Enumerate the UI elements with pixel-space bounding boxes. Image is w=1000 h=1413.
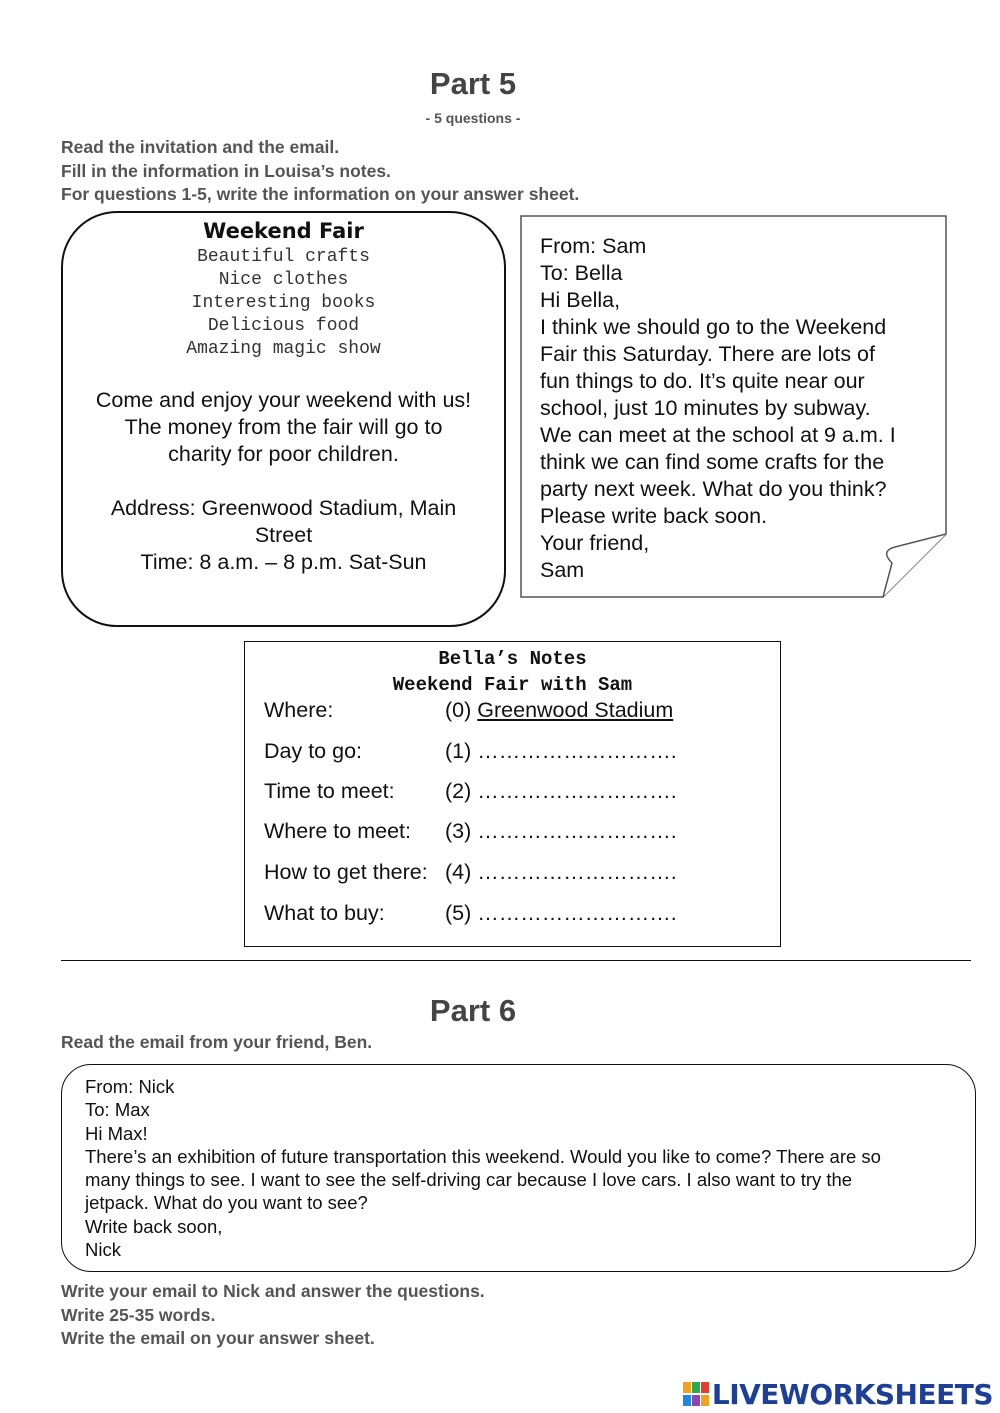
invitation-item: Beautiful crafts: [197, 247, 370, 267]
liveworksheets-logo[interactable]: [682, 1378, 993, 1410]
email-line: many things to see. I want to see the self-driving car because I love cars. I also want to try the: [85, 1169, 853, 1191]
note-answer-blank[interactable]: ……………………….: [477, 860, 677, 884]
email-line: think we can find some crafts for the: [540, 450, 885, 474]
note-label: Where:: [264, 698, 334, 722]
notes-title: Bella’s Notes: [438, 648, 587, 670]
logo-text: LIVEWORKSHEETS: [711, 1377, 993, 1411]
section-divider: [61, 960, 971, 961]
note-number: (3): [445, 819, 472, 843]
note-row-time: [264, 779, 677, 804]
instruction-line: For questions 1-5, write the information on your answer sheet.: [61, 184, 580, 204]
note-row-where: [264, 698, 673, 723]
invitation-title: Weekend Fair: [203, 219, 364, 243]
note-row-transport: [264, 860, 677, 885]
invitation-card: [61, 211, 506, 627]
bella-notes: [244, 641, 781, 947]
invitation-time: Time: 8 a.m. – 8 p.m. Sat-Sun: [140, 550, 427, 574]
note-row-buy: [264, 901, 677, 926]
invitation-item: Nice clothes: [218, 270, 349, 290]
invitation-body-line: Come and enjoy your weekend with us!: [95, 388, 472, 412]
email-line: Hi Max!: [85, 1122, 148, 1144]
note-label: Day to go:: [264, 739, 362, 763]
email-line: party next week. What do you think?: [540, 477, 887, 501]
note-row-meet-place: [264, 819, 677, 844]
notes-heading: [245, 647, 780, 698]
part5-instructions: [61, 136, 579, 207]
email-line: To: Max: [85, 1099, 150, 1121]
email-line: From: Sam: [540, 234, 647, 258]
email-line: Write back soon,: [85, 1215, 223, 1237]
invitation-item: Delicious food: [207, 316, 360, 336]
note-number: (4): [445, 860, 472, 884]
nick-email-box: [61, 1064, 976, 1272]
instruction-line: Fill in the information in Louisa’s notes.: [61, 160, 391, 181]
note-number: (1): [445, 739, 472, 763]
email-line: jetpack. What do you want to see?: [85, 1192, 368, 1214]
note-number: (5): [445, 901, 472, 925]
invitation-address-line: Street: [254, 523, 313, 547]
note-answer-blank[interactable]: ……………………….: [477, 739, 677, 763]
sam-email-text: [540, 233, 940, 584]
note-label: Time to meet:: [264, 779, 395, 803]
note-row-day: [264, 739, 677, 764]
instruction-line: Write 25-35 words.: [61, 1304, 216, 1325]
email-line: We can meet at the school at 9 a.m. I: [540, 423, 896, 447]
note-answer-blank[interactable]: ……………………….: [477, 779, 677, 803]
invitation-address-line: Address: Greenwood Stadium, Main: [110, 496, 457, 520]
note-answer-blank[interactable]: ……………………….: [477, 901, 677, 925]
part6-instructions: [61, 1280, 485, 1351]
email-line: Hi Bella,: [540, 288, 621, 312]
note-answer-blank[interactable]: ……………………….: [477, 819, 677, 843]
logo-blocks-icon: [682, 1380, 712, 1408]
email-line: There’s an exhibition of future transportation this weekend. Would you like to come? There are so: [85, 1145, 881, 1167]
email-line: To: Bella: [540, 261, 623, 285]
email-line: From: Nick: [85, 1076, 175, 1097]
invitation-item: Amazing magic show: [186, 339, 381, 359]
instruction-line: Write your email to Nick and answer the questions.: [61, 1281, 485, 1301]
note-answer-example: Greenwood Stadium: [477, 698, 674, 722]
part6-intro: Read the email from your friend, Ben.: [61, 1032, 373, 1052]
invitation-body: [63, 387, 504, 576]
email-line: Fair this Saturday. There are lots of: [540, 342, 875, 366]
instruction-line: Write the email on your answer sheet.: [61, 1328, 375, 1348]
sam-email-note: [520, 215, 947, 599]
notes-subtitle: Weekend Fair with Sam: [392, 673, 633, 696]
note-number: (0): [445, 698, 472, 722]
email-line: Nick: [85, 1239, 121, 1261]
email-line: school, just 10 minutes by subway.: [540, 396, 871, 420]
note-number: (2): [445, 779, 472, 803]
instruction-line: Read the invitation and the email.: [61, 137, 340, 157]
nick-email-text: [85, 1075, 965, 1261]
email-line: Please write back soon.: [540, 504, 768, 528]
invitation-body-line: The money from the fair will go to: [124, 415, 443, 439]
invitation-item: Interesting books: [191, 293, 376, 313]
email-line: Sam: [540, 558, 585, 582]
part6-title: Part 6: [429, 993, 517, 1028]
invitation-body-line: charity for poor children.: [168, 442, 399, 466]
part5-title: Part 5: [429, 66, 517, 101]
email-line: I think we should go to the Weekend: [540, 315, 887, 339]
invitation-items: [63, 246, 504, 361]
note-label: How to get there:: [264, 860, 428, 884]
email-line: fun things to do. It’s quite near our: [540, 369, 865, 393]
note-label: Where to meet:: [264, 819, 411, 843]
email-line: Your friend,: [540, 531, 650, 555]
note-label: What to buy:: [264, 901, 385, 925]
part5-subtitle: - 5 questions -: [425, 110, 521, 126]
